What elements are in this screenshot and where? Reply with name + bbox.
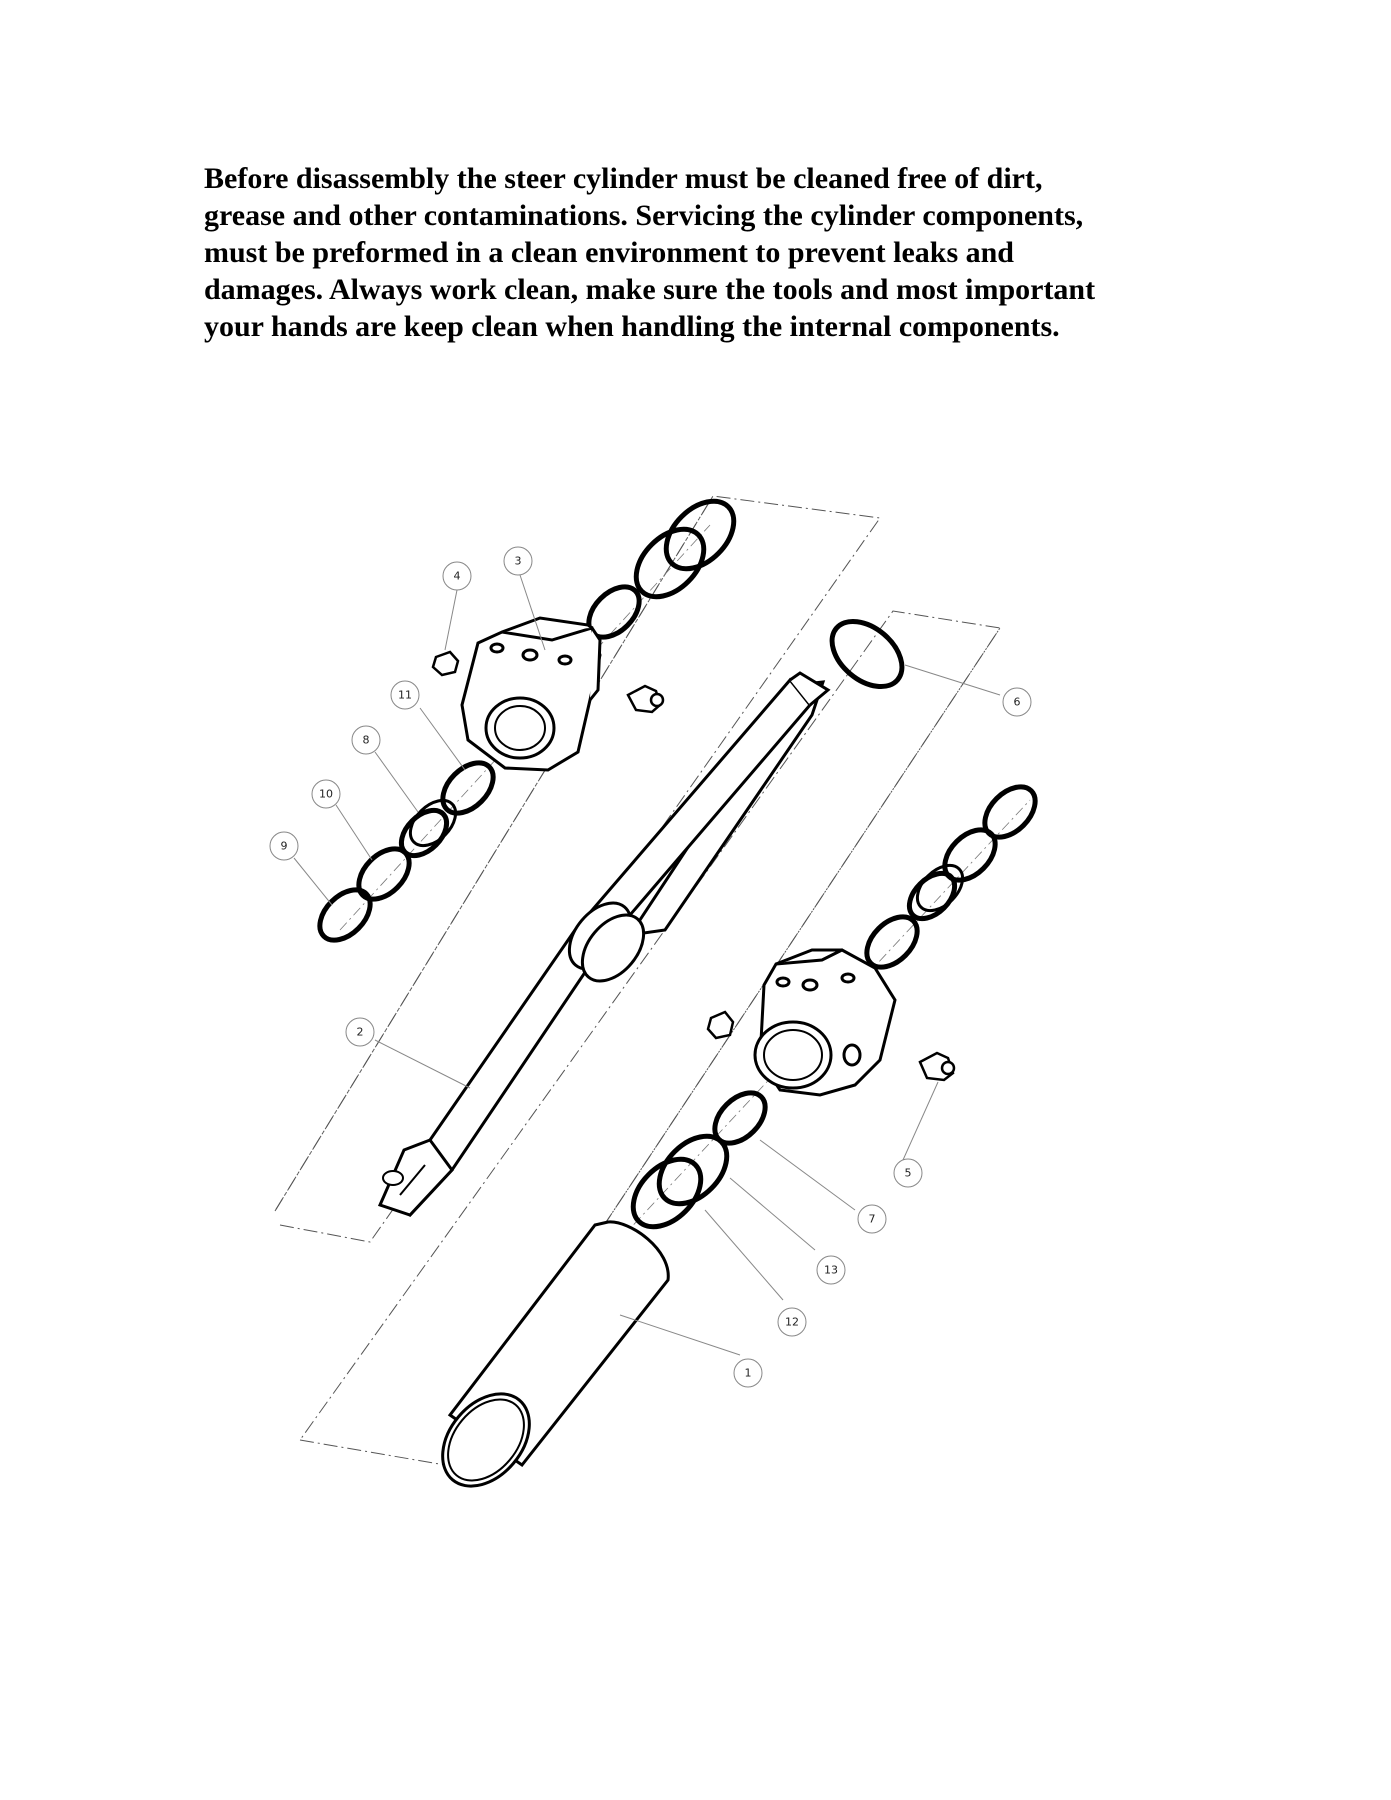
callout-11 — [391, 681, 419, 709]
callout-4 — [443, 562, 471, 590]
svg-text:5: 5 — [904, 1166, 912, 1180]
intro-line: your hands are keep clean when handling the internal components. — [204, 310, 1060, 343]
upper-gland-head — [462, 618, 600, 770]
svg-text:4: 4 — [453, 569, 461, 583]
svg-text:6: 6 — [1013, 695, 1021, 709]
svg-text:3: 3 — [514, 554, 522, 568]
cylinder-barrel — [425, 1222, 668, 1503]
svg-text:11: 11 — [398, 688, 412, 702]
callout-2 — [346, 1018, 374, 1046]
svg-text:8: 8 — [362, 733, 370, 747]
svg-text:1: 1 — [744, 1366, 752, 1380]
callout-6 — [1003, 688, 1031, 716]
callout-1 — [734, 1359, 762, 1387]
left-seal-rings — [310, 753, 502, 949]
callout-8 — [352, 726, 380, 754]
callout-3 — [504, 547, 532, 575]
intro-line: Before disassembly the steer cylinder must be cleaned free of dirt, — [204, 162, 1043, 195]
svg-text:13: 13 — [824, 1263, 838, 1277]
callout-7 — [858, 1205, 886, 1233]
intro-line: must be preformed in a clean environment to prevent leaks and — [204, 236, 1014, 269]
callout-12 — [778, 1308, 806, 1336]
upper-seal-rings — [579, 488, 746, 646]
right-seal-rings — [857, 777, 1044, 976]
intro-line: damages. Always work clean, make sure the tools and most important — [204, 273, 1096, 306]
callout-13 — [817, 1256, 845, 1284]
svg-text:10: 10 — [319, 787, 333, 801]
callout-5 — [894, 1159, 922, 1187]
svg-text:2: 2 — [356, 1025, 364, 1039]
svg-text:12: 12 — [785, 1315, 799, 1329]
svg-text:9: 9 — [280, 839, 288, 853]
callout-10 — [312, 780, 340, 808]
intro-line: grease and other contaminations. Servicing the cylinder components, — [204, 199, 1084, 232]
lower-seal-rings — [620, 1083, 774, 1239]
lower-gland-head — [755, 950, 895, 1095]
rod-o-ring — [820, 608, 915, 699]
callout-9 — [270, 832, 298, 860]
svg-text:7: 7 — [868, 1212, 876, 1226]
piston-rod — [380, 673, 828, 1215]
